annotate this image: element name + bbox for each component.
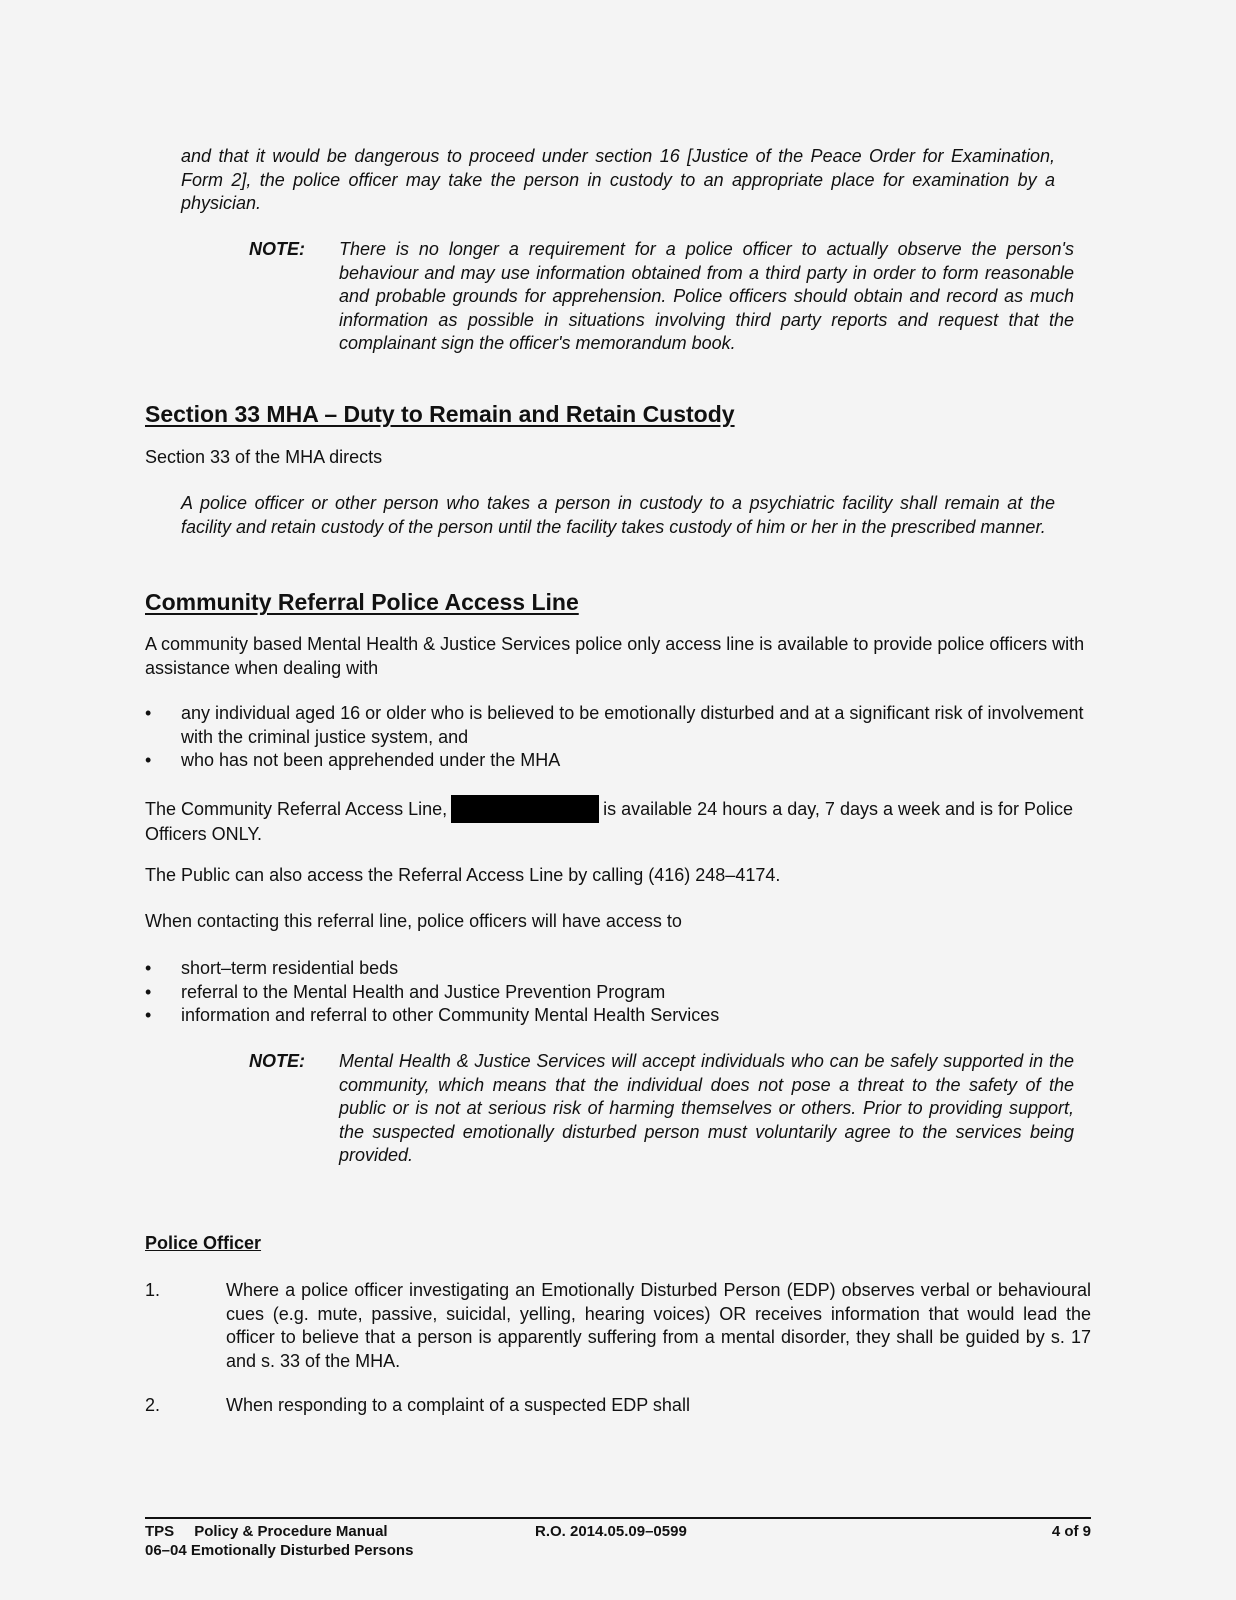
item-number: 2. [145, 1395, 161, 1415]
services-list [145, 957, 1091, 1028]
item-number: 1. [145, 1280, 161, 1300]
footer-org: TPS [145, 1523, 175, 1540]
note-block-1 [249, 238, 1074, 356]
police-officer-heading: Police Officer [145, 1233, 262, 1253]
page-footer [145, 1517, 1091, 1559]
access-line-before: The Community Referral Access Line, [145, 799, 448, 819]
community-intro: A community based Mental Health & Justice Services police only access line is available to provide police officers with assistance when dealing with [145, 634, 1085, 678]
contact-intro: When contacting this referral line, police officers will have access to [145, 911, 682, 931]
note-label: NOTE: [249, 1051, 305, 1071]
public-line-paragraph: The Public can also access the Referral Access Line by calling (416) 248–4174. [145, 865, 781, 885]
procedure-item-1 [145, 1279, 1091, 1373]
footer-proc-num: 06–04 [145, 1542, 187, 1559]
note-text: There is no longer a requirement for a police officer to actually observe the person's behaviour and may use information obtained from a third party in order to form reasonable and probable grounds for apprehension. Police officers should obtain and record as much information as possible in situations involving third party reports and request that the complainant sign the officer's memorandum book. [339, 239, 1074, 353]
list-item: • referral to the Mental Health and Justice Prevention Program [145, 981, 1091, 1005]
footer-ro: R.O. 2014.05.09–0599 [535, 1523, 687, 1540]
footer-manual-title: Policy & Procedure Manual [194, 1523, 388, 1540]
list-item: • any individual aged 16 or older who is believed to be emotionally disturbed and at a significant risk of involvement with the criminal justice system, and [145, 702, 1091, 749]
procedure-item-2 [145, 1394, 1091, 1418]
eligibility-list [145, 702, 1091, 773]
footer-proc-title: Emotionally Disturbed Persons [190, 1542, 414, 1559]
note-block-2 [249, 1050, 1074, 1168]
access-line-after: is available 24 hours a day, 7 days a week and is for Police Officers ONLY. [145, 799, 1074, 844]
note-text: Mental Health & Justice Services will accept individuals who can be safely supported in the community, which means that the individual does not pose a threat to the safety of the public or is not at serious risk of harming themselves or others. Prior to providing support, the suspected emotionally disturbed person must voluntarily agree to the services being provided. [339, 1051, 1074, 1165]
footer-manual [145, 1522, 388, 1541]
community-referral-heading: Community Referral Police Access Line [145, 589, 579, 615]
list-item: • information and referral to other Community Mental Health Services [145, 1004, 1091, 1028]
access-line-paragraph [145, 795, 1091, 847]
redaction-bar [451, 795, 599, 823]
note-label: NOTE: [249, 239, 305, 259]
list-item: • who has not been apprehended under the MHA [145, 749, 1091, 773]
list-item: • short–term residential beds [145, 957, 1091, 981]
item-text: When responding to a complaint of a suspected EDP shall [226, 1395, 690, 1415]
section-33-heading: Section 33 MHA – Duty to Remain and Retain Custody [145, 401, 735, 427]
footer-procedure [145, 1541, 413, 1560]
section-33-intro: Section 33 of the MHA directs [145, 447, 383, 467]
footer-page-number: 4 of 9 [1051, 1523, 1091, 1540]
item-text: Where a police officer investigating an Emotionally Disturbed Person (EDP) observes verbal or behavioural cues (e.g. mute, passive, suicidal, yelling, hearing voices) OR receives information that would lead the officer to believe that a person is apparently suffering from a mental disorder, they shall be guided by s. 17 and s. 33 of the MHA. [226, 1280, 1091, 1371]
section-33-quote: A police officer or other person who takes a person in custody to a psychiatric facility shall remain at the facility and retain custody of the person until the facility takes custody of him or her in the prescribed manner. [181, 493, 1055, 537]
intro-quote: and that it would be dangerous to proceed under section 16 [Justice of the Peace Order for Examination, Form 2], the police officer may take the person in custody to an appropriate place for examination by a physician. [181, 146, 1055, 213]
